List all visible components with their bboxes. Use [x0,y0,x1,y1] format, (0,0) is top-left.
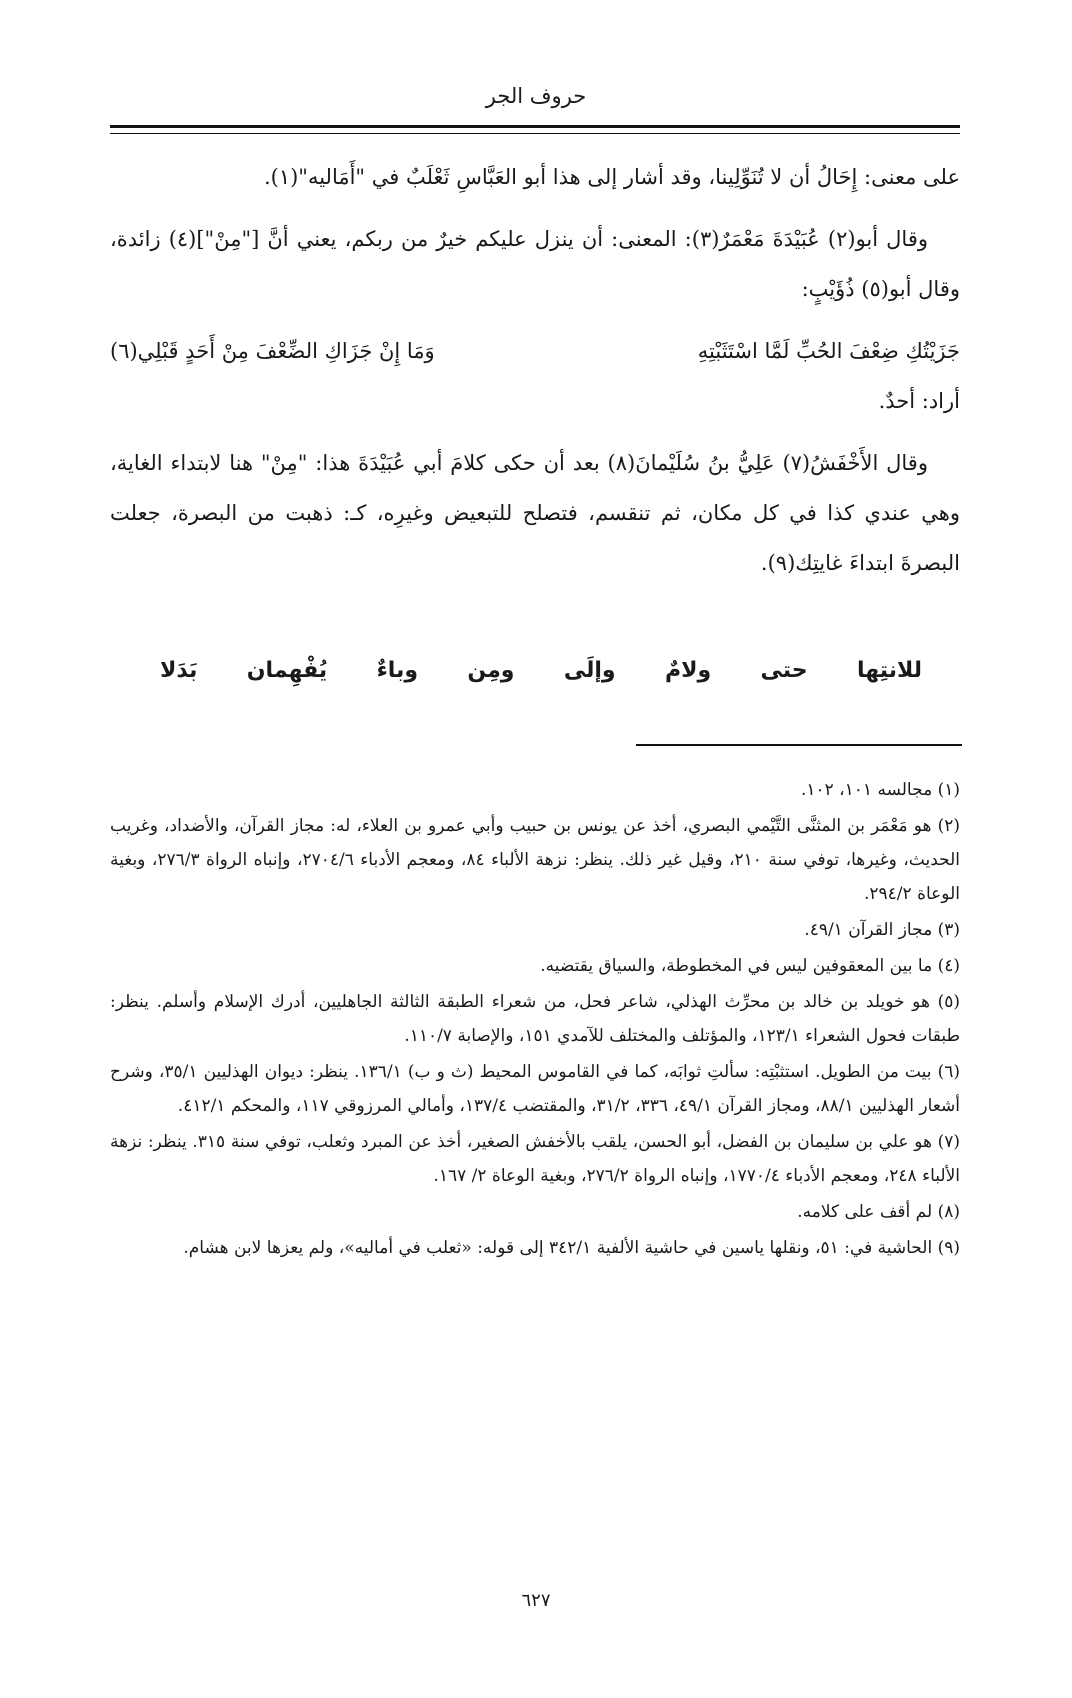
verse-word: بَدَلا [160,658,198,683]
footnote-separator [636,744,962,746]
footnote-3: (٣) مجاز القرآن ٤٩/١. [804,920,960,940]
footnote-6: (٦) بيت من الطويل. استثبْتِه: سألتِ ثوابَه، كما في القاموس المحيط (ث و ب) ١٣٦/١. ينظر: ديوان الهذليين ٣٥/١، وشرح أشعار الهذليين ٨٨/١، ومجاز القرآن ٤٩/١، ٣٣٦، ٣١/٢، والمقتضب ١٣٧/٤، وأمالي المرزوقي ١١٧، والمحكم ٤١٢/١. [110,1062,960,1116]
verse-word: وباءٌ [376,658,419,683]
verse-word: وإلَى [563,658,616,683]
footnotes [110,773,960,1267]
verse-word: حتى [760,658,808,683]
verse-word: للانتِها [857,658,922,683]
header-rule-thick [110,125,960,128]
paragraph-1: على معنى: إِحَالُ أن لا تُنَوِّلِينا، وقد أشار إلى هذا أبو العَبَّاسِ ثَعْلَبٌ في "أَمَاليه"(١). [263,165,960,189]
footnote-7: (٧) هو علي بن سليمان بن الفضل، أبو الحسن، يلقب بالأخفش الصغير، أخذ عن المبرد وثعلب، توفي سنة ٣١٥. ينظر: نزهة الألباء ٢٤٨، ومعجم الأدباء ١٧٧٠/٤، وإنباه الرواة ٢٧٦/٢، وبغية الوعاة ٢/ ١٦٧. [110,1132,960,1186]
footnote-2: (٢) هو مَعْمَر بن المثنَّى التَّيْمي البصري، أخذ عن يونس بن حبيب وأبي عمرو بن العلاء، له: مجاز القرآن، والأضداد، وغريب الحديث، وغيرها، توفي سنة ٢١٠، وقيل غير ذلك. ينظر: نزهة الألباء ٨٤، ومعجم الأدباء ٢٧٠٤/٦، وإنباه الرواة ٢٧٦/٣، وبغية الوعاة ٢٩٤/٢. [110,816,960,904]
verse-word: ولامٌ [664,658,712,683]
header-rule-thin [110,133,960,134]
footnote-1: (١) مجالسه ١٠١، ١٠٢. [800,780,960,800]
verse-word: ومِن [467,658,515,683]
verse-second-hemistich: وَمَا إِنْ جَزَاكِ الضِّعْفَ مِنْ أَحَدٍ قَبْلِي(٦) [110,339,435,363]
poetry-verse [110,326,960,376]
verse-first-hemistich: جَزَيْتُكِ ضِعْفَ الحُبِّ لَمَّا اسْتَثَبْتِهِ [697,339,960,363]
running-title: حروف الجر [485,84,587,108]
footnote-4: (٤) ما بين المعقوفين ليس في المخطوطة، والسياق يقتضيه. [540,956,960,976]
footnote-8: (٨) لم أقف على كلامه. [797,1202,960,1222]
paragraph-2: وقال أبو(٢) عُبَيْدَةَ مَعْمَرٌ(٣): المعنى: أن ينزل عليكم خيرٌ من ربكم، يعني أنَّ ["مِنْ"](٤) زائدة، وقال أبو(٥) ذُؤَيْبٍ: [110,227,960,301]
paragraph-4: وقال الأَخْفَشُ(٧) عَلِيُّ بنُ سُلَيْمانَ(٨) بعد أن حكى كلامَ أبي عُبَيْدَةَ هذا: "مِنْ" هنا لابتداء الغاية، وهي عندي كذا في كل مكان، ثم تنقسم، فتصلح للتبعيض وغيرِه، كـ: ذهبت من البصرة، جعلت البصرةَ ابتداءَ غايتِك(٩). [110,451,960,575]
footnote-9: (٩) الحاشية في: ٥١، ونقلها ياسين في حاشية الألفية ٣٤٢/١ إلى قوله: «ثعلب في أماليه»، ولم يعزها لابن هشام. [183,1238,960,1258]
main-text [110,152,960,600]
page-number: ٦٢٧ [521,1590,551,1611]
paragraph-3: أراد: أحدٌ. [878,389,960,413]
alfiyya-verse-line [160,658,922,683]
footnote-5: (٥) هو خويلد بن خالد بن محرِّث الهذلي، شاعر فحل، من شعراء الطبقة الثالثة الجاهليين، أدرك الإسلام وأسلم. ينظر: طبقات فحول الشعراء ١٢٣/١، والمؤتلف والمختلف للآمدي ١٥١، والإصابة ١١٠/٧. [110,992,960,1046]
verse-word: يُفْهِمان [246,658,328,683]
